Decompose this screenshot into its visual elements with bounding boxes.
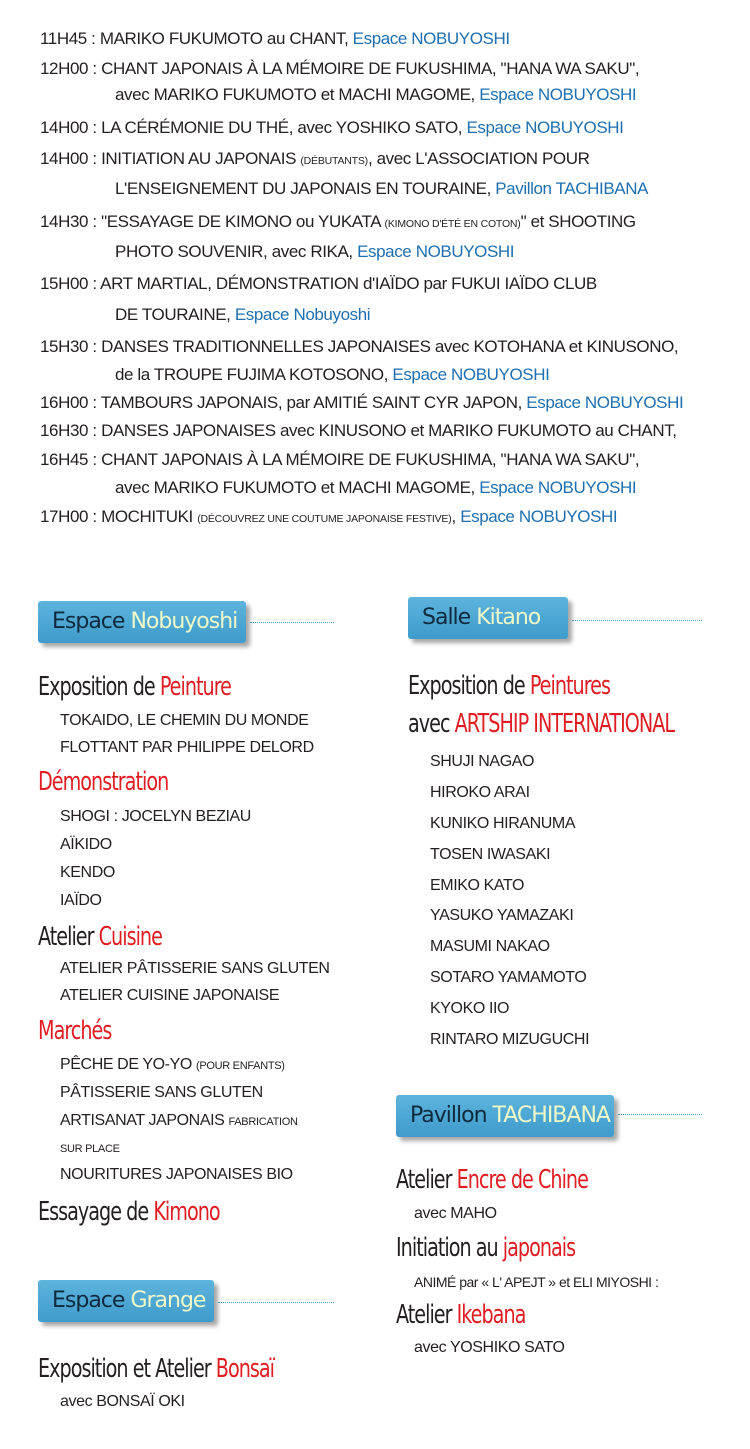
section-tab-espace-nobuyoshi — [38, 601, 246, 643]
schedule-text: L'ENSEIGNEMENT DU JAPONAIS EN TOURAINE, — [115, 179, 496, 198]
schedule-text: " et SHOOTING — [520, 212, 636, 231]
schedule-line-continuation — [115, 362, 549, 388]
list-item — [60, 1054, 285, 1077]
schedule-line: 16H00 : TAMBOURS JAPONAIS, par AMITIÉ SAINT CYR JAPON, Espace NOBUYOSHI — [40, 393, 684, 412]
schedule-note: (DÉBUTANTS) — [300, 155, 368, 167]
schedule-time: 11H45 — [40, 29, 87, 48]
schedule-note: (DÉCOUVREZ UNE COUTUME JAPONAISE FESTIVE) — [197, 513, 452, 525]
heading-text: Atelier — [396, 1300, 457, 1330]
artist-name: TOSEN IWASAKI — [430, 846, 551, 863]
schedule-text: DE TOURAINE, — [115, 305, 235, 324]
section-tab-salle-kitano — [408, 597, 568, 639]
list-item: ATELIER PÂTISSERIE SANS GLUTEN — [60, 960, 330, 977]
schedule-time: 17H00 — [40, 507, 89, 526]
list-item — [414, 1271, 658, 1293]
schedule-text: "ESSAYAGE DE KIMONO ou YUKATA — [101, 212, 381, 231]
heading-demonstration: Démonstration — [38, 767, 169, 797]
schedule-time: 14H00 — [40, 118, 89, 137]
list-item: IAÏDO — [60, 892, 102, 909]
schedule-text: DANSES TRADITIONNELLES JAPONAISES avec KOTOHANA et KINUSONO, — [101, 337, 679, 356]
list-item: TOKAIDO, LE CHEMIN DU MONDE — [60, 712, 309, 729]
schedule-text: , — [451, 507, 461, 526]
schedule-place: Espace Nobuyoshi — [234, 305, 371, 324]
tab-label-highlight: Nobuyoshi — [130, 609, 238, 634]
schedule-place: Espace NOBUYOSHI — [526, 393, 684, 412]
schedule-line-continuation — [115, 176, 648, 202]
schedule-text: LA CÉRÉMONIE DU THÉ, avec YOSHIKO SATO, — [101, 118, 467, 137]
dotted-rule — [250, 622, 334, 623]
schedule-place: Espace NOBUYOSHI — [460, 507, 618, 526]
artist-name: MASUMI NAKAO — [430, 938, 550, 955]
schedule-text: CHANT JAPONAIS À LA MÉMOIRE DE FUKUSHIMA, "HANA WA SAKU", — [101, 450, 640, 469]
list-item: NOURITURES JAPONAISES BIO — [60, 1166, 293, 1183]
artist-name: EMIKO KATO — [430, 877, 525, 894]
heading-initiation-japonais — [396, 1232, 575, 1264]
tab-label: Pavillon — [410, 1103, 493, 1128]
schedule-time: 16H00 — [40, 393, 89, 412]
tab-label-highlight: Kitano — [476, 605, 541, 630]
schedule-line: 12H00 : CHANT JAPONAIS À LA MÉMOIRE DE FUKUSHIMA, "HANA WA SAKU", — [40, 59, 640, 78]
schedule-text: MARIKO FUKUMOTO au CHANT, — [99, 29, 353, 48]
schedule-text: PHOTO SOUVENIR, avec RIKA, — [115, 242, 358, 261]
heading-highlight: Ikebana — [456, 1300, 526, 1330]
heading-text: Initiation au — [396, 1233, 503, 1263]
section-tab-espace-grange — [38, 1280, 214, 1322]
list-item-text: ANIMÉ — [414, 1274, 456, 1290]
heading-text: Atelier — [396, 1165, 457, 1195]
list-item: AÏKIDO — [60, 836, 112, 853]
schedule-line: 15H00 : ART MARTIAL, DÉMONSTRATION d'IAÏDO par FUKUI IAÏDO CLUB — [40, 274, 597, 293]
schedule-line-continuation — [115, 302, 370, 328]
heading-highlight: ARTSHIP INTERNATIONAL — [454, 709, 675, 739]
schedule-line: 16H45 : CHANT JAPONAIS À LA MÉMOIRE DE FUKUSHIMA, "HANA WA SAKU", — [40, 450, 640, 469]
heading-highlight: Peintures — [529, 671, 610, 701]
schedule-text: MOCHITUKI — [101, 507, 198, 526]
schedule-text: CHANT JAPONAIS À LA MÉMOIRE DE FUKUSHIMA, "HANA WA SAKU", — [101, 59, 640, 78]
list-item: avec YOSHIKO SATO — [414, 1339, 565, 1356]
heading-artship-international — [408, 708, 674, 740]
heading-exposition-atelier-bonsai — [38, 1353, 274, 1385]
schedule-text: ART MARTIAL, DÉMONSTRATION d'IAÏDO par FUKUI IAÏDO CLUB — [100, 274, 597, 293]
list-item-text: PÊCHE DE YO-YO — [60, 1056, 196, 1073]
schedule-note: (KIMONO D'ÉTÉ EN COTON) — [384, 218, 521, 230]
dotted-rule — [618, 1114, 702, 1115]
heading-text: avec — [408, 709, 455, 739]
schedule-line: 17H00 : MOCHITUKI (DÉCOUVREZ UNE COUTUME JAPONAISE FESTIVE), Espace NOBUYOSHI — [40, 507, 618, 526]
heading-text: Exposition de — [408, 671, 530, 701]
artist-name: KYOKO IIO — [430, 1000, 510, 1017]
schedule-text: INITIATION AU JAPONAIS — [101, 149, 297, 168]
schedule-line: 15H30 : DANSES TRADITIONNELLES JAPONAISES avec KOTOHANA et KINUSONO, — [40, 337, 679, 356]
schedule-line-continuation — [115, 475, 636, 501]
schedule-time: 15H00 — [40, 274, 89, 293]
list-item-text: par « L' APEJT » et ELI MIYOSHI : — [455, 1274, 659, 1290]
list-item — [60, 1110, 298, 1133]
schedule-time: 16H30 — [40, 421, 89, 440]
heading-exposition-peinture — [38, 671, 231, 703]
heading-marches: Marchés — [38, 1016, 112, 1046]
dotted-rule — [572, 620, 702, 621]
artist-name: SOTARO YAMAMOTO — [430, 969, 587, 986]
heading-exposition-peintures — [408, 670, 610, 702]
heading-highlight: Kimono — [153, 1197, 220, 1227]
schedule-text: avec MARIKO FUKUMOTO et MACHI MAGOME, — [115, 478, 480, 497]
heading-atelier-encre-de-chine — [396, 1164, 588, 1196]
list-item: avec MAHO — [414, 1205, 497, 1222]
heading-highlight: Peinture — [159, 672, 231, 702]
tab-label: Salle — [422, 605, 477, 630]
heading-highlight: japonais — [502, 1233, 576, 1263]
artist-name: SHUJI NAGAO — [430, 753, 535, 770]
schedule-place: Espace NOBUYOSHI — [352, 29, 510, 48]
schedule-time: 14H00 — [40, 149, 89, 168]
artist-name: RINTARO MIZUGUCHI — [430, 1031, 590, 1048]
schedule-line: 16H30 : DANSES JAPONAISES avec KINUSONO et MARIKO FUKUMOTO au CHANT, — [40, 421, 677, 440]
list-item-text: ARTISANAT JAPONAIS — [60, 1112, 229, 1129]
heading-atelier-ikebana — [396, 1299, 525, 1331]
artist-name: HIROKO ARAI — [430, 784, 530, 801]
list-item: avec BONSAÏ OKI — [60, 1393, 185, 1410]
schedule-place: Espace NOBUYOSHI — [466, 118, 624, 137]
schedule-line-continuation — [115, 82, 636, 108]
list-item: PÂTISSERIE SANS GLUTEN — [60, 1084, 263, 1101]
heading-highlight: Encre de Chine — [456, 1165, 588, 1195]
schedule-line-continuation — [115, 239, 514, 265]
schedule-text: TAMBOURS JAPONAIS, par AMITIÉ SAINT CYR JAPON, — [100, 393, 527, 412]
schedule-time: 15H30 — [40, 337, 89, 356]
tab-label: Espace — [52, 1288, 131, 1313]
schedule-time: 16H45 — [40, 450, 89, 469]
heading-atelier-cuisine — [38, 921, 162, 953]
schedule-text: DANSES JAPONAISES avec KINUSONO et MARIKO FUKUMOTO au CHANT, — [101, 421, 677, 440]
heading-highlight: Bonsaï — [215, 1354, 275, 1384]
tab-label: Espace — [52, 609, 131, 634]
schedule-time: 14H30 — [40, 212, 89, 231]
list-item-note: FABRICATION — [228, 1116, 298, 1128]
list-item: ATELIER CUISINE JAPONAISE — [60, 987, 280, 1004]
list-item-note: (POUR ENFANTS) — [195, 1060, 285, 1072]
schedule-place: Espace NOBUYOSHI — [392, 365, 550, 384]
heading-text: Exposition de — [38, 672, 160, 702]
heading-essayage-kimono — [38, 1196, 220, 1228]
section-tab-pavillon-tachibana — [396, 1095, 614, 1137]
schedule-text: avec MARIKO FUKUMOTO et MACHI MAGOME, — [115, 85, 480, 104]
schedule-line: 14H00 : LA CÉRÉMONIE DU THÉ, avec YOSHIKO SATO, Espace NOBUYOSHI — [40, 118, 624, 137]
schedule-text: de la TROUPE FUJIMA KOTOSONO, — [115, 365, 393, 384]
schedule-place: Pavillon TACHIBANA — [495, 179, 649, 198]
schedule-text: , avec L'ASSOCIATION POUR — [367, 149, 590, 168]
list-item: KENDO — [60, 864, 115, 881]
schedule-line: 14H30 : "ESSAYAGE DE KIMONO ou YUKATA (KIMONO D'ÉTÉ EN COTON)" et SHOOTING — [40, 212, 636, 231]
dotted-rule — [218, 1302, 334, 1303]
heading-text: Exposition et Atelier — [38, 1354, 216, 1384]
list-item: FLOTTANT PAR PHILIPPE DELORD — [60, 739, 314, 756]
list-item-note: SUR PLACE — [60, 1143, 120, 1155]
tab-label-highlight: Grange — [130, 1288, 206, 1313]
artist-name: KUNIKO HIRANUMA — [430, 815, 576, 832]
list-item: SHOGI : JOCELYN BEZIAU — [60, 808, 251, 825]
heading-highlight: Cuisine — [98, 922, 162, 952]
schedule-line: 14H00 : INITIATION AU JAPONAIS (DÉBUTANTS), avec L'ASSOCIATION POUR — [40, 149, 590, 168]
tab-label-highlight: TACHIBANA — [492, 1103, 610, 1128]
schedule-time: 12H00 — [40, 59, 89, 78]
schedule-place: Espace NOBUYOSHI — [479, 85, 637, 104]
schedule-place: Espace NOBUYOSHI — [479, 478, 637, 497]
heading-text: Atelier — [38, 922, 99, 952]
artist-name: YASUKO YAMAZAKI — [430, 907, 574, 924]
heading-text: Essayage de — [38, 1197, 154, 1227]
schedule-place: Espace NOBUYOSHI — [357, 242, 515, 261]
schedule-line: 11H45 : MARIKO FUKUMOTO au CHANT, Espace NOBUYOSHI — [40, 29, 510, 48]
